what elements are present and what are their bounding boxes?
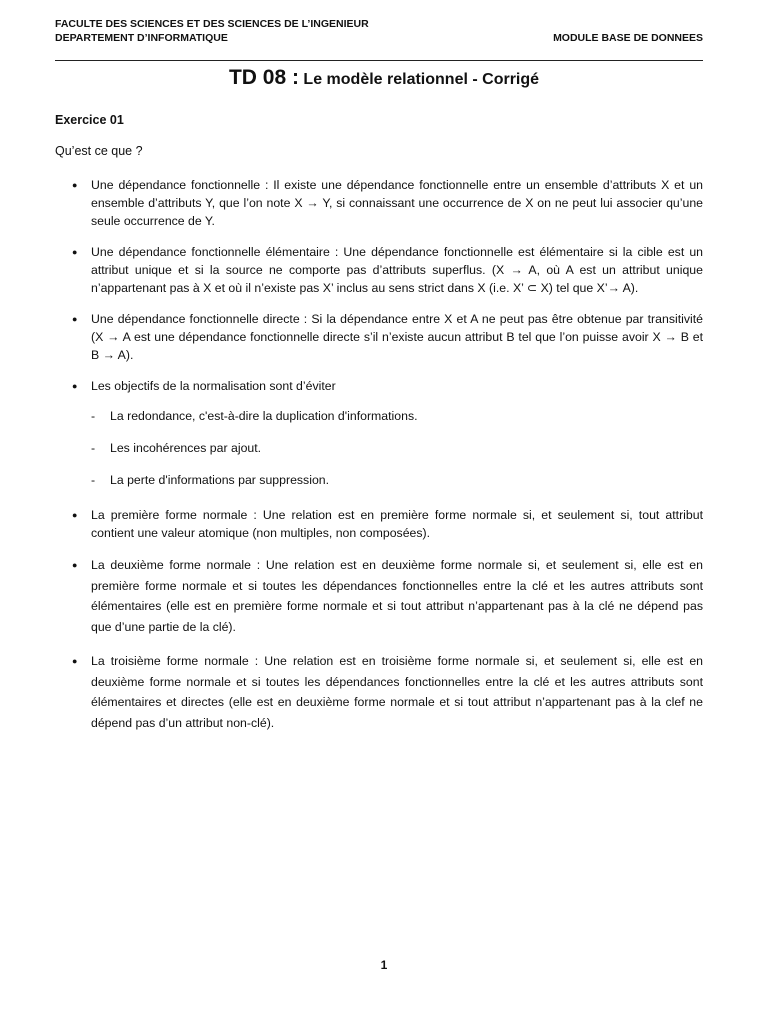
page-number: 1 [380,958,388,972]
list-item: ● Une dépendance fonctionnelle : Il existe une dépendance fonctionnelle entre un ensemble d’attributs X et un ensemble d’attributs Y, que l’on note X → Y, si connaissant une occurrence de X on ne peut lui associer qu’une seule occurrence de Y. [55,176,703,230]
department-name: DEPARTEMENT D’INFORMATIQUE [55,32,228,44]
list-item: ● La première forme normale : Une relation est en première forme normale si, et seulement si, tout attribut contient une valeur atomique (non multiples, non composées). [55,506,703,542]
header-divider [55,60,703,61]
objectives-list [55,407,703,489]
document-body [55,176,703,746]
title-main: TD 08 : [228,66,299,89]
title-sub: Le modèle relationnel - Corrigé [298,71,540,88]
list-item: ● Les objectifs de la normalisation sont d’éviter [55,377,703,395]
page-title [0,66,768,90]
module-name: MODULE BASE DE DONNEES [553,32,703,44]
list-item: ● La deuxième forme normale : Une relation est en deuxième forme normale si, et seulement si, elle est en première forme normale et si toutes les dépendances fonctionnelles entre la clé et les autres attributs sont élémentaires (elle est en première forme normale et si tout attribut n’appartenant pas à la clé ne dépend pas que d’une partie de la clé). [55,555,703,637]
exercise-heading: Exercice 01 [55,113,124,127]
list-item: ● Une dépendance fonctionnelle élémentaire : Une dépendance fonctionnelle est élémentaire si la cible est un attribut unique et si la source ne comporte pas d’attributs superflus. (X → A, où A est un attribut unique n’appartenant pas à X et où il n’existe pas X’ inclus au sens strict dans X (i.e. X’ ⊂ X) tel que X’→ A). [55,243,703,297]
list-item: ● La troisième forme normale : Une relation est en troisième forme normale si, et seulement si, elle est en deuxième forme normale et si toutes les dépendances fonctionnelles entre la clé et les autres attributs sont élémentaires et directes (elle est en deuxième forme normale et si tout attribut n’appartenant pas à la clef ne dépend pas d’un attribut non-clé). [55,651,703,733]
sub-list-item: - Les incohérences par ajout. [55,439,703,457]
list-item: ● Une dépendance fonctionnelle directe : Si la dépendance entre X et A ne peut pas être obtenue par transitivité (X → A est une dépendance fonctionnelle directe s’il n’existe aucun attribut B tel que l’on puisse avoir X → B et B → A). [55,310,703,364]
question-text: Qu’est ce que ? [55,144,143,158]
sub-list-item: - La perte d'informations par suppression. [55,471,703,489]
faculty-name: FACULTE DES SCIENCES ET DES SCIENCES DE L’INGENIEUR [55,18,369,30]
sub-list-item: - La redondance, c'est-à-dire la duplication d'informations. [55,407,703,425]
document-header [55,17,703,45]
